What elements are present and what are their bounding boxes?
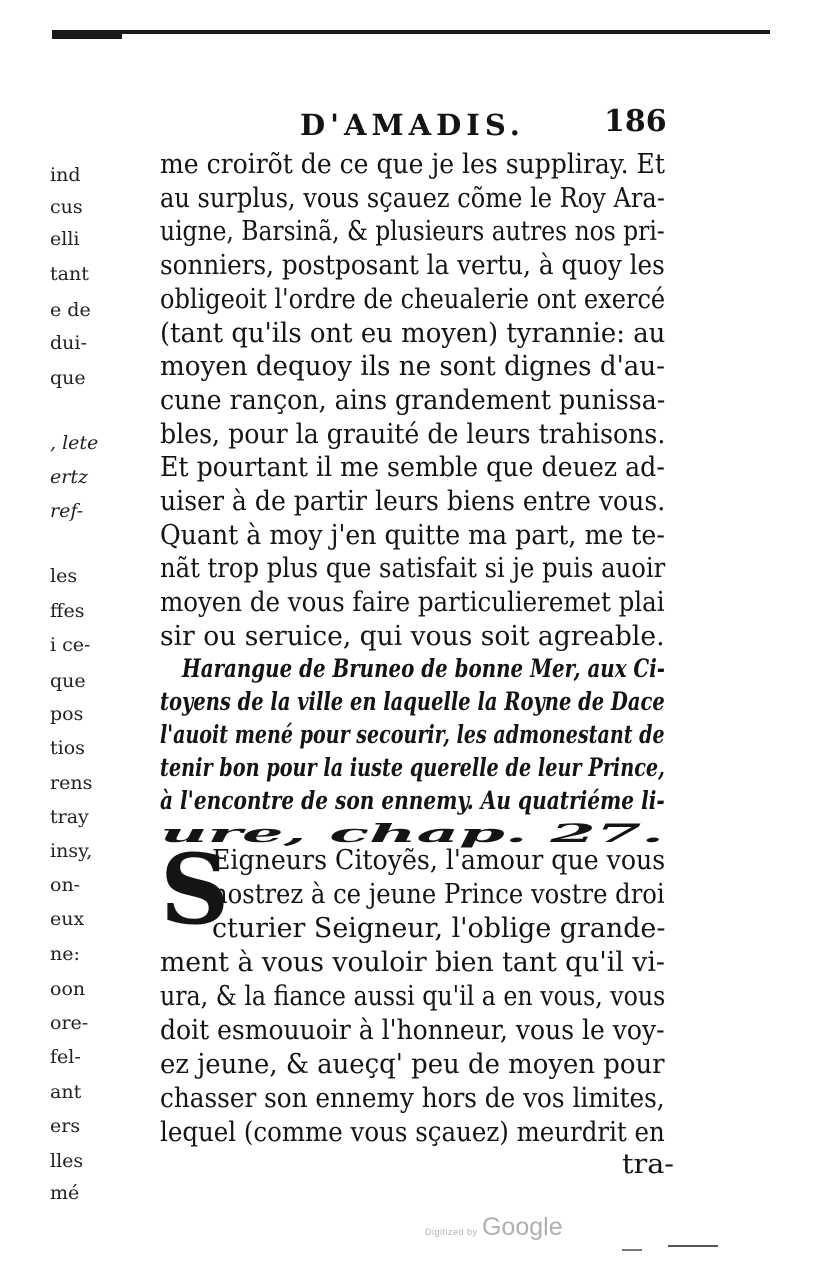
gutter-fragment: que — [50, 670, 86, 692]
gutter-fragment: oon — [50, 978, 86, 1000]
gutter-fragment: , lete — [50, 432, 99, 454]
page-header — [0, 104, 823, 144]
text-line: obligeoit l'ordre de cheualerie ont exercé — [160, 283, 666, 315]
gutter-fragment: pos — [50, 703, 84, 725]
text-line: nãt trop plus que satisfait si je puis auoir — [160, 553, 666, 585]
text-line: moyen dequoy ils ne sont dignes d'au- — [160, 351, 666, 383]
text-line: uigne, Barsinã, & plusieurs autres nos pri- — [160, 216, 665, 248]
catchword: tra- — [622, 1149, 674, 1180]
heading-line: l'auoit mené pour secourir, les admonestant de — [160, 720, 665, 749]
gutter-fragment: eux — [50, 908, 85, 930]
gutter-fragment: i ce- — [50, 634, 91, 656]
text-line: ment à vous vouloir bien tant qu'il vi- — [160, 947, 665, 978]
top-rule-thick — [52, 34, 122, 39]
page-number: 186 — [604, 104, 667, 139]
watermark-logo: Google — [481, 1213, 563, 1241]
gutter-fragment: ers — [50, 1115, 81, 1137]
text-line: nostrez à ce jeune Prince vostre droi — [212, 879, 665, 910]
gutter-fragment: ertz — [50, 466, 88, 488]
text-line: au surplus, vous sçauez cõme le Roy Ara- — [160, 182, 665, 214]
text-line: lequel (comme vous sçauez) meurdrit en — [160, 1117, 665, 1148]
text-line: chasser son ennemy hors de vos limites, — [160, 1083, 665, 1114]
text-line: (tant qu'ils ont eu moyen) tyrannie: au — [160, 317, 666, 349]
text-line: bles, pour la grauité de leurs trahisons. — [160, 418, 666, 450]
heading-line: Harangue de Bruneo de bonne Mer, aux Ci- — [182, 654, 665, 683]
digitized-watermark — [425, 1213, 563, 1242]
text-line: ez jeune, & aueçq' peu de moyen pour — [160, 1049, 665, 1080]
text-line: Quant à moy j'en quitte ma part, me te- — [160, 519, 665, 551]
gutter-fragment: les — [50, 565, 78, 587]
gutter-fragment: tant — [50, 263, 89, 285]
gutter-fragment: rens — [50, 772, 93, 794]
heading-line: toyens de la ville en laquelle la Royne de Dace — [160, 687, 665, 716]
text-line: Eigneurs Citoyẽs, l'amour que vous — [212, 845, 666, 876]
gutter-fragment: ne: — [50, 943, 80, 965]
gutter-fragment: mé — [50, 1182, 80, 1204]
drop-cap: S — [160, 833, 230, 946]
text-line: me croirõt de ce que je les suppliray. Et — [160, 149, 665, 180]
gutter-fragment: lles — [50, 1150, 84, 1172]
gutter-fragment: ind — [50, 164, 81, 186]
gutter-fragment: ore- — [50, 1012, 89, 1034]
gutter-fragment: ant — [50, 1081, 82, 1103]
text-line: sir ou seruice, qui vous soit agreable. — [160, 620, 665, 652]
gutter-fragment: ffes — [50, 600, 85, 622]
text-line: ura, & la fiance aussi qu'il a en vous, vous — [160, 981, 666, 1012]
gutter-fragment: fel- — [50, 1046, 81, 1068]
gutter-fragment: tray — [50, 806, 89, 828]
text-line: Et pourtant il me semble que deuez ad- — [160, 452, 665, 484]
text-line: cturier Seigneur, l'oblige grande- — [212, 913, 666, 944]
gutter-fragment: cus — [50, 196, 83, 218]
heading-line: tenir bon pour la iuste querelle de leur Prince, — [160, 753, 665, 782]
bottom-rule — [668, 1245, 718, 1247]
watermark-small: Digitized by — [425, 1227, 478, 1237]
running-head: D'AMADIS. — [300, 108, 525, 142]
gutter-fragment: ref- — [50, 500, 84, 522]
heading-line: ure, chap. 27. — [160, 819, 665, 848]
gutter-fragment: dui- — [50, 332, 87, 354]
gutter-fragment: e de — [50, 299, 91, 321]
gutter-fragment: que — [50, 367, 86, 389]
text-line: doit esmouuoir à l'honneur, vous le voy- — [160, 1015, 665, 1046]
gutter-fragment: insy, — [50, 840, 93, 862]
gutter-fragment: tios — [50, 737, 85, 759]
heading-line: à l'encontre de son ennemy. Au quatriéme li- — [160, 786, 665, 815]
text-line: uiser à de partir leurs biens entre vous. — [160, 486, 666, 517]
text-line: sonniers, postposant la vertu, à quoy les — [160, 250, 665, 282]
top-rule — [52, 30, 770, 34]
gutter-fragment: on- — [50, 874, 81, 896]
bottom-rule-short — [622, 1249, 642, 1251]
gutter-fragment: elli — [50, 228, 80, 250]
text-line: moyen de vous faire particulieremet plai — [160, 587, 665, 619]
text-line: cune rançon, ains grandement punissa- — [160, 384, 666, 416]
